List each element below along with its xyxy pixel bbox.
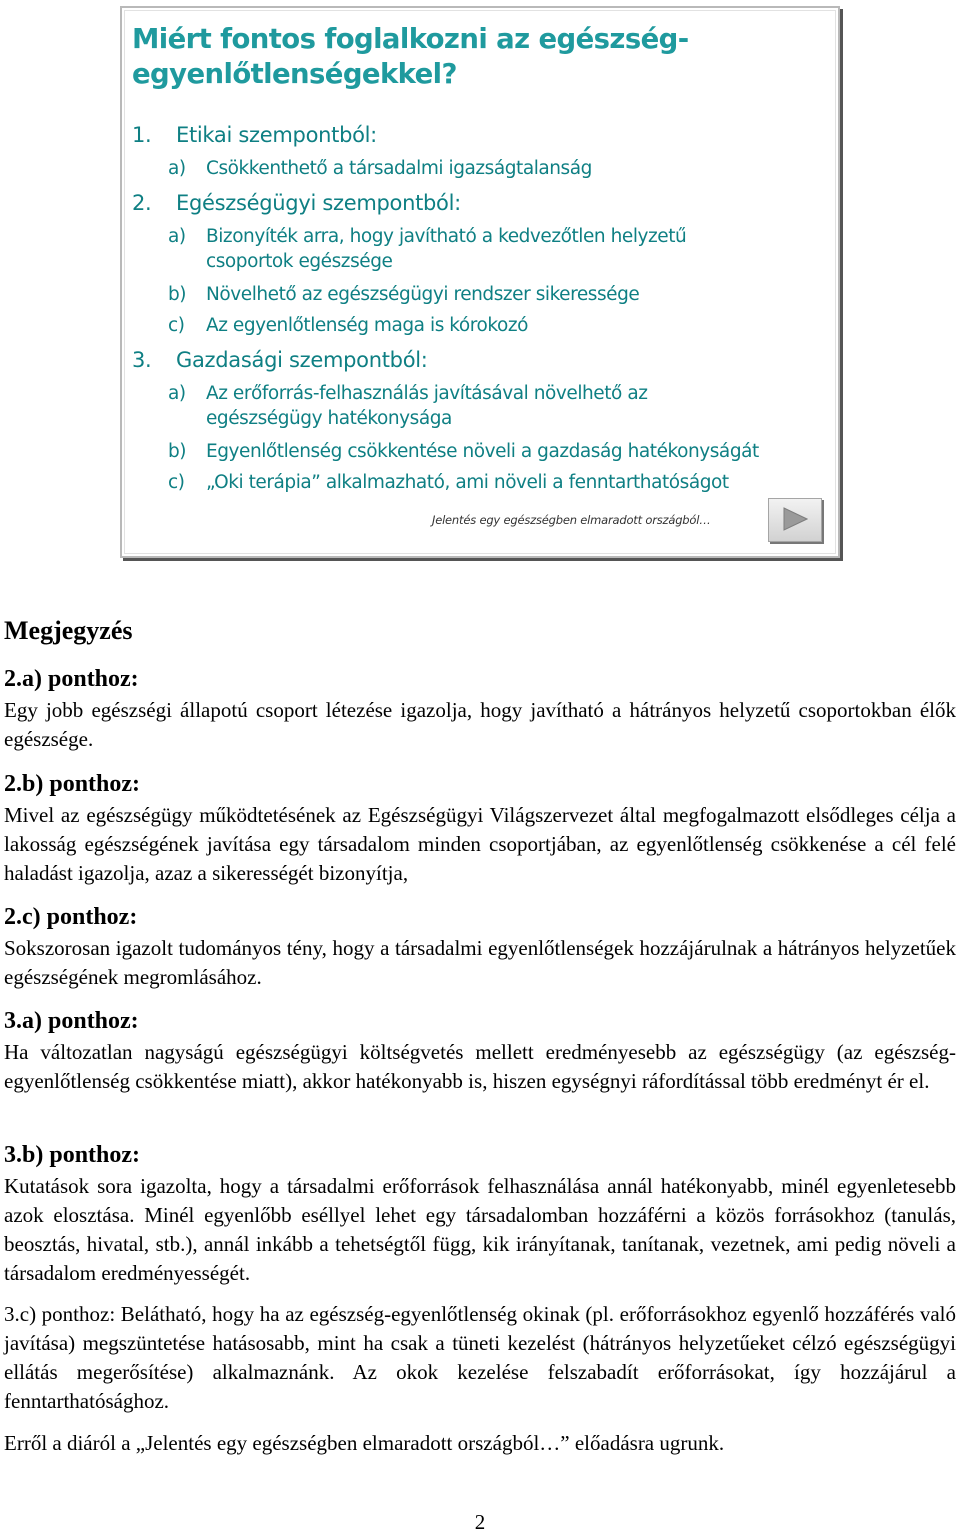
closing-text: Erről a diáról a „Jelentés egy egészségben elmaradott országból…” előadásra ugrunk. [4, 1431, 725, 1455]
page-number: 2 [474, 1510, 486, 1534]
slide-footnote-link[interactable]: Jelentés egy egészségben elmaradott országból… [432, 513, 711, 527]
note-3b-heading: 3.b) ponthoz: [4, 1142, 141, 1168]
play-triangle-icon [782, 507, 808, 531]
note-2c-text: Sokszorosan igazolt tudományos tény, hogy a társadalmi egyenlőtlenségek hozzájárulnak a hátrányos helyzetűek egészségének megromlásához. [4, 936, 956, 989]
note-2a-text: Egy jobb egészségi állapotú csoport létezése igazolja, hogy javítható a hátrányos helyzetű csoportokban élők egészsége. [4, 698, 956, 751]
slide-item-2c: c) Az egyenlőtlenség maga is kórokozó [168, 315, 528, 336]
note-3a-text: Ha változatlan nagyságú egészségügyi költségvetés mellett eredményesebb az egészségügy (az egészség-egyenlőtlenség csökkentése miatt), akkor hatékonyabb is, hiszen egységnyi ráfordítással több eredményt ér el. [4, 1040, 956, 1093]
slide-item-1a: a) Csökkenthető a társadalmi igazságtalanság [168, 158, 592, 179]
slide-title-line2: egyenlőtlenségekkel? [132, 58, 457, 90]
slide-title [132, 22, 689, 92]
note-2b-text: Mivel az egészségügy működtetésének az Egészségügyi Világszervezet által megfogalmazott elsődleges célja a lakosság egészségének javítása egy társadalom minden csoportjában, az egyenlőtlenség csökkenése a cél felé haladást igazolja, azaz a sikerességét bizonyítja, [4, 803, 956, 885]
slide-title-line1: Miért fontos foglalkozni az egészség- [132, 23, 689, 55]
play-button[interactable] [768, 498, 822, 542]
note-3b-text: Kutatások sora igazolta, hogy a társadalmi erőforrások felhasználása annál hatékonyabb, minél egyenletesebb azok elosztása. Minél egyenlőbb eséllyel lehet egy társadalomban hozzáférni a közös forrásokhoz (tanulás, beosztás, hivatal, stb.), annál inkább a tehetségtől függ, kik irányítanak, tanítanak, vezetnek, ami pedig növeli a társadalom eredményességét. [4, 1174, 956, 1285]
note-2b-heading: 2.b) ponthoz: [4, 771, 141, 797]
slide-item-3c: c) „Oki terápia” alkalmazható, ami növeli a fenntarthatóságot [168, 472, 729, 493]
notes-heading: Megjegyzés [4, 616, 133, 645]
note-3a-heading: 3.a) ponthoz: [4, 1008, 139, 1034]
note-3c-text: 3.c) ponthoz: Belátható, hogy ha az egészség-egyenlőtlenség okinak (pl. erőforrásokhoz egyenlő hozzáférés való javítása) megszüntetése hatásosabb, mint ha csak a tüneti kezelést (hátrányos helyzetűeket célzó egészségügyi ellátás megerősítése) alkalmaznánk. Az okok kezelése felszabadít erőforrásokat, így hozzájárul a fenntarthatósághoz. [4, 1302, 956, 1413]
slide-item-2a: a) Bizonyíték arra, hogy javítható a kedvezőtlen helyzetű csoportok egészsége [168, 226, 687, 272]
slide-item-3a: a) Az erőforrás-felhasználás javításával növelhető az egészségügy hatékonysága [168, 383, 648, 429]
slide-section-1-heading: 1. Etikai szempontból: [132, 123, 377, 147]
slide-section-2-heading: 2. Egészségügyi szempontból: [132, 191, 461, 215]
slide-section-3-heading: 3. Gazdasági szempontból: [132, 348, 428, 372]
note-2a-heading: 2.a) ponthoz: [4, 666, 139, 692]
slide-frame [120, 6, 840, 558]
note-2c-heading: 2.c) ponthoz: [4, 904, 138, 930]
slide-item-3b: b) Egyenlőtlenség csökkentése növeli a gazdaság hatékonyságát [168, 441, 759, 462]
slide-item-2b: b) Növelhető az egészségügyi rendszer sikeressége [168, 284, 640, 305]
